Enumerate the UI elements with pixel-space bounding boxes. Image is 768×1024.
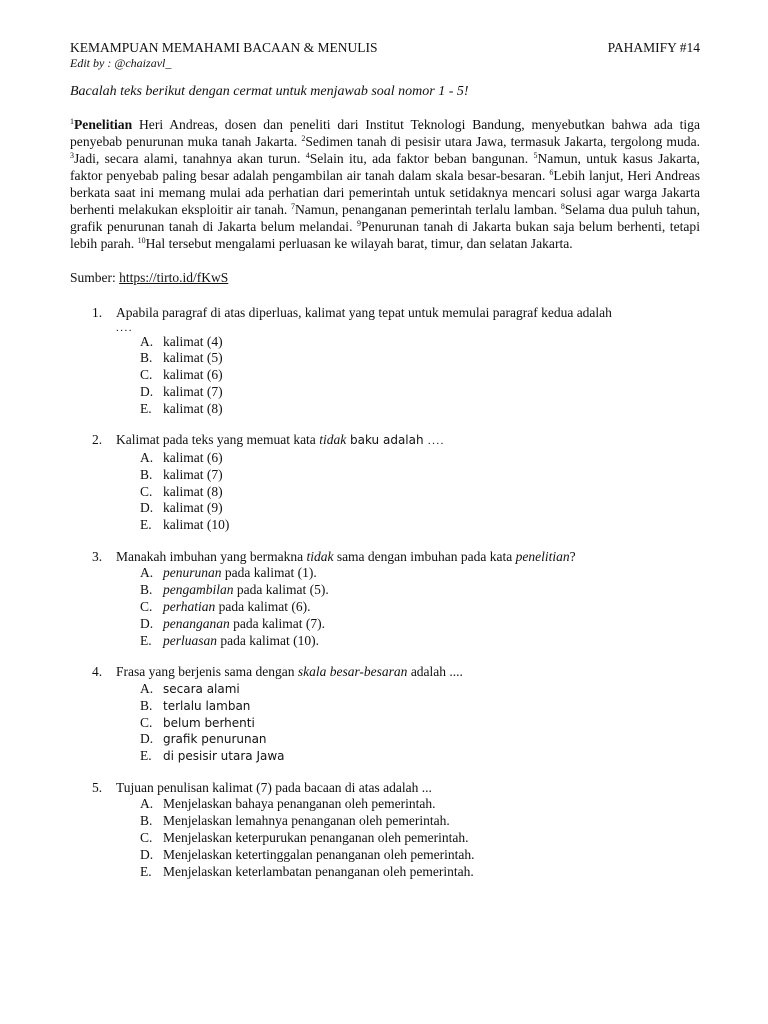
source-label: Sumber: [70,270,120,285]
option-letter: A. [140,796,154,812]
answer-options [70,565,700,649]
option-letter: C. [140,483,153,499]
question-text-part: Manakah imbuhan yang bermakna [116,548,307,564]
option-text: secara alami [163,681,240,696]
question-dots: .... [423,435,445,448]
sentence-4: Selain itu, ada faktor beban bangunan. [309,151,534,166]
emphasis-word: tidak [319,432,347,448]
sentence-number: 5 [533,151,538,160]
option-word: penanganan [163,615,230,631]
option-text: Menjelaskan bahaya penanganan oleh pemerintah. [163,796,436,812]
option-text: kalimat (6) [163,449,223,465]
sentence-5: Namun, untuk kasus Jakarta, faktor penyebab paling besar adalah pengambilan air tanah dalam skala besar-besaran. [70,151,700,183]
option-c[interactable] [140,599,700,616]
question-text-part: sama dengan imbuhan pada kata [333,548,516,564]
sentence-2: Sedimen tanah di pesisir utara Jawa, termasuk Jakarta, tergolong muda. [305,134,700,149]
option-c[interactable] [140,484,700,501]
option-text: kalimat (6) [163,367,223,383]
option-letter: A. [140,333,154,349]
sentence-number: 8 [560,202,565,211]
option-letter: C. [140,599,153,615]
question-number: 3. [92,548,103,564]
sentence-7: Namun, penanganan pemerintah terlalu lamban. [294,202,561,217]
option-letter: D. [140,615,154,631]
option-a[interactable] [140,450,700,467]
option-letter: B. [140,813,153,829]
option-text: pada kalimat (10). [217,632,319,648]
page-header [70,40,700,56]
option-word: penurunan [163,565,222,581]
question-number: 1. [92,305,103,320]
option-letter: B. [140,350,153,366]
option-text: pada kalimat (1). [221,565,317,581]
document-page [70,40,700,895]
sentence-number: 7 [290,202,295,211]
option-text: kalimat (4) [163,333,223,349]
option-b[interactable] [140,467,700,484]
question-number: 5. [92,779,103,795]
answer-options [70,681,700,765]
option-e[interactable] [140,401,700,418]
instruction-text: Bacalah teks berikut dengan cermat untuk menjawab soal nomor 1 - 5! [70,84,469,99]
source-line [70,269,700,286]
option-d[interactable] [140,731,700,748]
sentence-6: Lebih lanjut, Heri Andreas berkata saat ini memang mulai ada perhatian dari pemerintah untuk setidaknya mencari solusi agar warga Jakarta berhenti melakukan eksploitir air tanah. [70,168,700,217]
option-e[interactable] [140,864,700,881]
option-text: Menjelaskan ketertinggalan penanganan oleh pemerintah. [163,846,475,862]
option-e[interactable] [140,633,700,650]
option-word: perhatian [163,599,216,615]
option-b[interactable] [140,350,700,367]
sentence-number: 3 [70,151,74,160]
sentence-number: 6 [549,168,554,177]
question-text [116,432,700,450]
source-link[interactable]: https://tirto.id/fKwS [119,270,229,285]
editor-credit: Edit by : @chaizavl_ [70,56,172,70]
question-text-part: Kalimat pada teks yang memuat kata [116,432,320,448]
emphasis-word: penelitian [515,548,570,564]
option-a[interactable] [140,334,700,351]
question-number: 4. [92,664,103,680]
option-letter: D. [140,383,154,399]
option-text: grafik penurunan [163,732,267,747]
option-word: pengambilan [163,582,234,598]
option-b[interactable] [140,698,700,715]
option-text: Menjelaskan keterpurukan penanganan oleh pemerintah. [163,830,469,846]
question-1 [70,305,700,417]
option-word: perluasan [163,632,217,648]
option-letter: E. [140,863,152,879]
subject-title: KEMAMPUAN MEMAHAMI BACAAN & MENULIS [70,40,378,55]
option-text: di pesisir utara Jawa [163,749,285,764]
question-continuation: .... [116,321,133,334]
emphasis-word: tidak [306,548,334,564]
question-text: Tujuan penulisan kalimat (7) pada bacaan di atas adalah ... [116,779,432,795]
question-text [116,549,700,566]
option-b[interactable] [140,582,700,599]
question-text-part: adalah .... [407,664,463,680]
question-text-part: baku adalah [346,433,424,448]
question-3 [70,549,700,649]
option-text: pada kalimat (5). [233,582,329,598]
passage-lead-word: Penelitian [74,117,133,132]
emphasis-word: skala besar-besaran [297,664,408,680]
answer-options [70,796,700,880]
sentence-number: 9 [356,219,361,228]
sentence-9: Penurunan tanah di Jakarta bukan saja belum berhenti, tetapi lebih parah. [70,219,700,251]
option-text: kalimat (5) [163,350,223,366]
exam-code: PAHAMIFY #14 [607,40,700,55]
option-a[interactable] [140,681,700,698]
sentence-8: Selama dua puluh tahun, grafik penurunan tanah di Jakarta belum melandai. [70,202,700,234]
sentence-number: 10 [137,236,146,245]
sentence-number: 4 [305,151,310,160]
option-e[interactable] [140,517,700,534]
option-b[interactable] [140,813,700,830]
sentence-number: 1 [70,117,74,126]
question-text: Apabila paragraf di atas diperluas, kalimat yang tepat untuk memulai paragraf kedua adalah [116,305,612,320]
option-letter: B. [140,582,153,598]
answer-options [70,450,700,534]
option-text: Menjelaskan lemahnya penanganan oleh pemerintah. [163,813,450,829]
option-letter: C. [140,714,153,730]
option-e[interactable] [140,748,700,765]
option-text: kalimat (8) [163,400,223,416]
question-text-part: Frasa yang berjenis sama dengan [116,664,298,680]
question-2 [70,432,700,533]
option-letter: E. [140,748,152,764]
option-letter: A. [140,680,154,696]
option-text: belum berhenti [163,715,255,730]
option-c[interactable] [140,367,700,384]
sentence-10: Hal tersebut mengalami perluasan ke wilayah barat, timur, dan selatan Jakarta. [145,236,573,251]
option-letter: C. [140,830,153,846]
option-a[interactable] [140,796,700,813]
option-d[interactable] [140,384,700,401]
option-letter: E. [140,400,152,416]
answer-options [70,334,700,418]
option-c[interactable] [140,830,700,847]
option-text: pada kalimat (7). [229,615,325,631]
option-a[interactable] [140,565,700,582]
option-text: kalimat (8) [163,483,223,499]
option-d[interactable] [140,616,700,633]
option-text: pada kalimat (6). [215,599,311,615]
option-text: kalimat (9) [163,500,223,516]
option-letter: A. [140,449,154,465]
option-d[interactable] [140,847,700,864]
sentence-3: Jadi, secara alami, tanahnya akan turun. [74,151,306,166]
option-text: kalimat (10) [163,517,230,533]
option-d[interactable] [140,500,700,517]
option-text: Menjelaskan keterlambatan penanganan oleh pemerintah. [163,863,474,879]
option-letter: D. [140,500,154,516]
option-letter: A. [140,565,154,581]
option-letter: D. [140,846,154,862]
question-number: 2. [92,432,103,448]
option-c[interactable] [140,715,700,732]
option-letter: C. [140,367,153,383]
option-letter: B. [140,697,153,713]
question-text-part: ? [569,548,576,564]
reading-passage [70,116,700,252]
question-text [116,664,700,681]
option-letter: E. [140,632,152,648]
question-list [70,305,700,880]
option-letter: D. [140,731,154,747]
question-5 [70,780,700,880]
option-letter: B. [140,466,153,482]
option-text: kalimat (7) [163,466,223,482]
question-4 [70,664,700,764]
option-text: kalimat (7) [163,383,223,399]
option-letter: E. [140,517,152,533]
option-text: terlalu lamban [163,698,251,713]
sentence-1: Heri Andreas, dosen dan peneliti dari Institut Teknologi Bandung, menyebutkan bahwa ada tiga penyebab penurunan muka tanah Jakarta. [70,117,700,149]
sentence-number: 2 [301,134,306,143]
